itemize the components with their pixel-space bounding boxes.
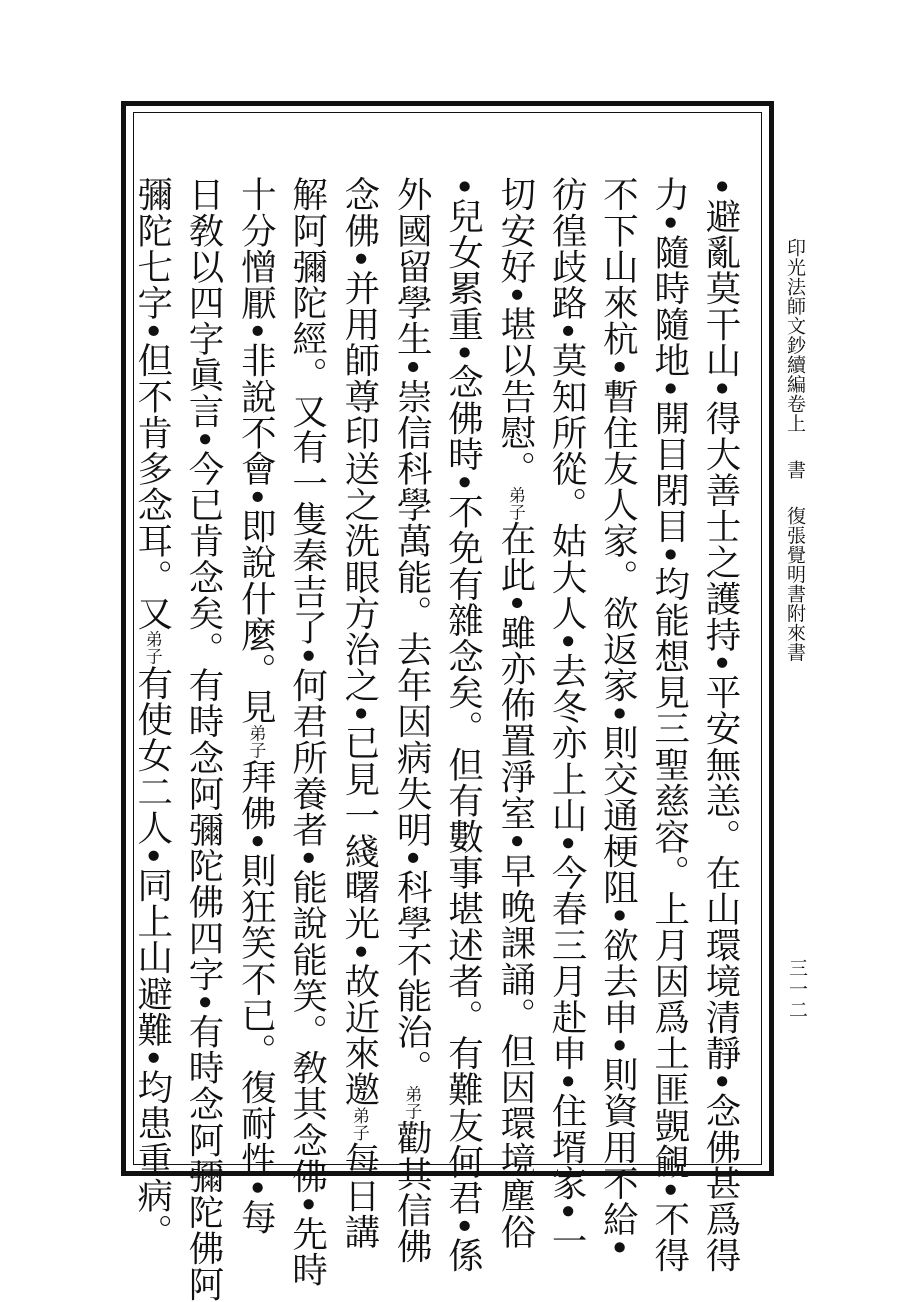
text-column-4: 彷徨歧路•莫知所從。姑大人•去冬亦上山•今春三月赴申•住壻家•一: [546, 176, 588, 1259]
text-column-11: 日敎以四字眞言•今已肯念矣。有時念阿彌陀佛四字•有時念阿彌陀佛阿: [183, 176, 225, 1302]
text-column-10: 十分憎厭•非說不會•即說什麼。見弟子拜佛•則狂笑不已。復耐性•每: [235, 176, 277, 1235]
text-column-8: 念佛•并用師尊印送之洗眼方治之•已見一綫曙光•故近來邀弟子每日講: [338, 176, 380, 1250]
disciple-annotation: 弟子: [245, 724, 266, 759]
text-column-1: •避亂莫干山•得大善士之護持•平安無恙。在山環境清靜•念佛甚爲得: [700, 176, 741, 1273]
disciple-annotation: 弟子: [141, 630, 162, 665]
text-column-3: 不下山來杭•暫住友人家。欲返家•則交通梗阻•欲去申•則資用不給•: [597, 176, 639, 1259]
disciple-annotation: 弟子: [504, 486, 525, 521]
text-column-2: 力•隨時隨地•開目閉目•均能想見三聖慈容。上月因爲土匪覬覦•不得: [648, 176, 690, 1273]
section-label: 書: [784, 459, 806, 480]
book-title: 印光法師文鈔續編卷上: [784, 238, 806, 433]
letter-title: 復張覺明書附來書: [784, 505, 806, 662]
text-column-12: 彌陀七字•但不肯多念耳。又弟子有使女二人•同上山避難•均患重病。: [131, 176, 173, 1250]
running-head: [778, 238, 812, 662]
text-column-7: 外國留學生•崇信科學萬能。去年因病失明•科學不能治。弟子勸其信佛: [391, 176, 433, 1264]
disciple-annotation: 弟子: [401, 1085, 422, 1120]
disciple-annotation: 弟子: [348, 1107, 369, 1142]
text-column-9: 解阿彌陀經。又有一隻秦吉了•何君所養者•能說能笑。敎其念佛•先時: [286, 176, 328, 1288]
text-column-5: 切安好•堪以告慰。弟子在此•雖亦佈置淨室•早晚課誦。但因環境塵俗: [494, 176, 536, 1250]
body-text: [131, 176, 746, 1302]
page-number: 三一二: [786, 958, 808, 1021]
text-column-6: •兒女累重•念佛時•不免有雜念矣。但有數事堪述者。有難友何君•係: [442, 176, 484, 1273]
